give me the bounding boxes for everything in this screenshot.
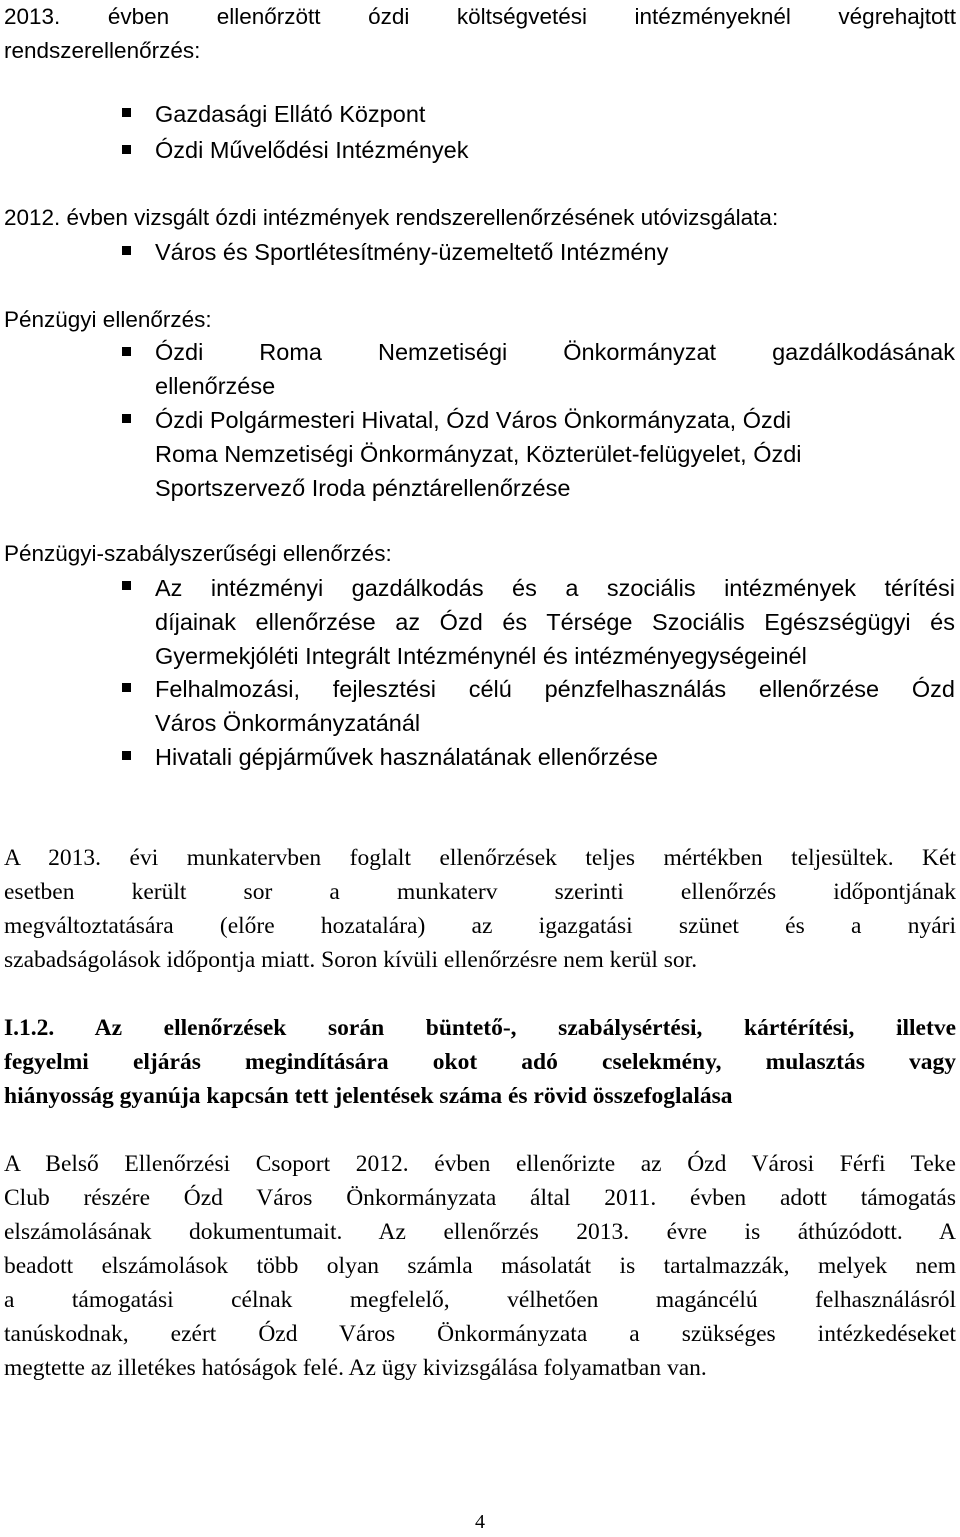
para2-line: megtette az illetékes hatóságok felé. Az ügy kivizsgálása folyamatban van. xyxy=(4,1355,707,1381)
section-heading-line: hiányosság gyanúja kapcsán tett jelentések száma és rövid összefoglalása xyxy=(4,1083,733,1109)
para2-line: tanúskodnak, ezért Ózd Város Önkormányzata a szükséges intézkedéseket xyxy=(4,1321,956,1347)
para2-line: elszámolásának dokumentumait. Az ellenőrzés 2013. évre is áthúzódott. A xyxy=(4,1219,956,1245)
para2-line: a támogatási célnak megfelelő, vélhetően magáncélú felhasználásról xyxy=(4,1287,956,1313)
para2-line: beadott elszámolások több olyan számla másolatát is tartalmazzák, melyek nem xyxy=(4,1253,956,1279)
intro-line-1: 2013. évben ellenőrzött ózdi költségvetési intézményeknél végrehajtott xyxy=(4,4,956,29)
bullet-icon xyxy=(122,246,131,255)
bullet-icon xyxy=(122,414,131,423)
regularity-heading: Pénzügyi-szabályszerűségi ellenőrzés: xyxy=(4,541,392,566)
list-item: Felhalmozási, fejlesztési célú pénzfelhasználás ellenőrzése Ózd Város Önkormányzatánál xyxy=(155,676,955,736)
section-heading-line: I.1.2. Az ellenőrzések során büntető-, szabálysértési, kártérítési, illetve xyxy=(4,1015,956,1041)
para1-line: megváltoztatására (előre hozatalára) az igazgatási szünet és a nyári xyxy=(4,913,956,939)
followup-heading: 2012. évben vizsgált ózdi intézmények rendszerellenőrzésének utóvizsgálata: xyxy=(4,205,779,230)
bullet-icon xyxy=(122,581,131,590)
intro-line-2: rendszerellenőrzés: xyxy=(4,38,201,63)
para1-line: A 2013. évi munkatervben foglalt ellenőrzések teljes mértékben teljesültek. Két xyxy=(4,845,956,871)
list-item: Hivatali gépjárművek használatának ellenőrzése xyxy=(155,744,658,770)
section-heading-line: fegyelmi eljárás megindítására okot adó cselekmény, mulasztás vagy xyxy=(4,1049,956,1075)
list-item: Város és Sportlétesítmény-üzemeltető Intézmény xyxy=(155,239,669,265)
financial-heading: Pénzügyi ellenőrzés: xyxy=(4,307,212,332)
list-item: Ózdi Művelődési Intézmények xyxy=(155,137,469,163)
para1-line: szabadságolások időpontja miatt. Soron kívüli ellenőrzésre nem kerül sor. xyxy=(4,947,698,973)
bullet-icon xyxy=(122,751,131,760)
para2-line: A Belső Ellenőrzési Csoport 2012. évben ellenőrizte az Ózd Városi Férfi Teke xyxy=(4,1151,956,1177)
page-number: 4 xyxy=(475,1511,485,1533)
list-item: Gazdasági Ellátó Központ xyxy=(155,101,426,127)
bullet-icon xyxy=(122,347,131,356)
list-item: Az intézményi gazdálkodás és a szociális intézmények térítési díjainak ellenőrzése az Ózd és Térsége Szociális Egészségügyi és Gyermekjóléti Integrált Intézménynél és intézményegységeinél xyxy=(155,575,955,669)
list-item: Ózdi Polgármesteri Hivatal, Ózd Város Önkormányzata, Ózdi Roma Nemzetiségi Önkormányzat, Közterület-felügyelet, Ózdi Sportszervező Iroda pénztárellenőrzése xyxy=(155,407,802,501)
list-item: Ózdi Roma Nemzetiségi Önkormányzat gazdálkodásának ellenőrzése xyxy=(155,339,955,399)
bullet-icon xyxy=(122,145,131,154)
para1-line: esetben került sor a munkaterv szerinti ellenőrzés időpontjának xyxy=(4,879,956,905)
bullet-icon xyxy=(122,683,131,692)
para2-line: Club részére Ózd Város Önkormányzata által 2011. évben adott támogatás xyxy=(4,1185,956,1211)
bullet-icon xyxy=(122,108,131,117)
